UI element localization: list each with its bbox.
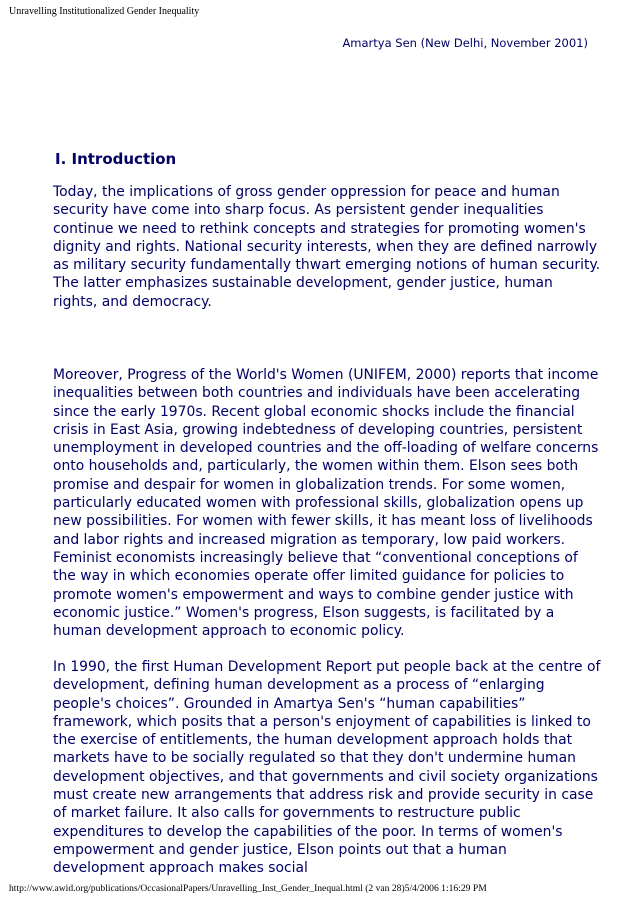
author-attribution: Amartya Sen (New Delhi, November 2001): [342, 36, 588, 50]
print-header-title: Unravelling Institutionalized Gender Inequality: [9, 6, 200, 17]
print-footer-url: http://www.awid.org/publications/OccasionalPapers/Unravelling_Inst_Gender_Inequal.html (2 van 28)5/4/2006 1:16:29 PM: [9, 883, 487, 894]
paragraph: Today, the implications of gross gender oppression for peace and human security have come into sharp focus. As persistent gender inequalities continue we need to rethink concepts and strategies for promoting women's dignity and rights. National security interests, when they are defined narrowly as military security fundamentally thwart emerging notions of human security. The latter emphasizes sustainable development, gender justice, human rights, and democracy.: [53, 184, 601, 310]
paragraph: In 1990, the first Human Development Report put people back at the centre of development, defining human development as a process of “enlarging people's choices”. Grounded in Amartya Sen's “human capabilities” framework, which posits that a person's enjoyment of capabilities is linked to the exercise of entitlements, the human development approach holds that markets have to be socially regulated so that they don't undermine human development objectives, and that governments and civil society organizations must create new arrangements that address risk and provide security in case of market failure. It also calls for governments to restructure public expenditures to develop the capabilities of the poor. In terms of women's empowerment and gender justice, Elson points out that a human development approach makes social: [53, 659, 601, 877]
paragraph: Moreover, Progress of the World's Women (UNIFEM, 2000) reports that income inequalities between both countries and individuals have been accelerating since the early 1970s. Recent global economic shocks include the financial crisis in East Asia, growing indebtedness of developing countries, persistent unemployment in developed countries and the off-loading of welfare concerns onto households and, particularly, the women within them. Elson sees both promise and despair for women in globalization trends. For some women, particularly educated women with professional skills, globalization opens up new possibilities. For women with fewer skills, it has meant loss of livelihoods and labor rights and increased migration as temporary, low paid workers. Feminist economists increasingly believe that “conventional conceptions of the way in which economies operate offer limited guidance for policies to promote women's empowerment and ways to combine gender justice with economic justice.” Women's progress, Elson suggests, is facilitated by a human development approach to economic policy.: [53, 367, 599, 640]
section-heading: I. Introduction: [55, 150, 177, 168]
